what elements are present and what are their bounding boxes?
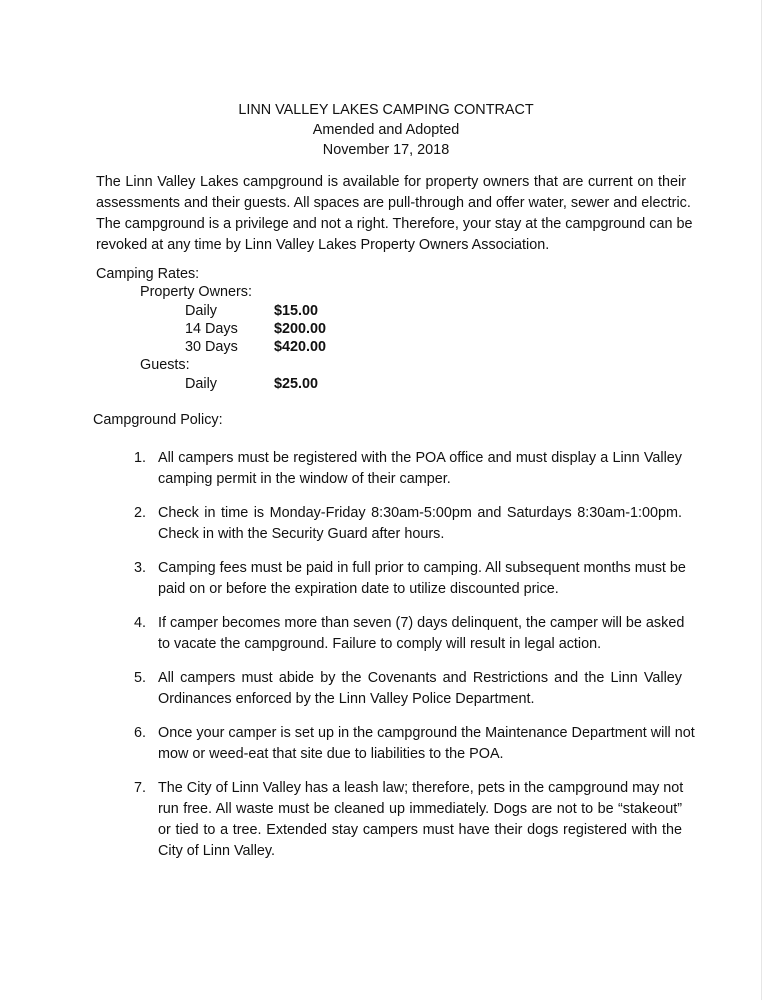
policy-item-line: If camper becomes more than seven (7) days delinquent, the camper will be asked: [158, 615, 685, 631]
rates-heading: Camping Rates:: [96, 266, 200, 282]
policy-item-line: All campers must abide by the Covenants and Restrictions and the Linn Valley: [158, 670, 682, 686]
policy-item: [134, 558, 686, 600]
rate-price: $420.00: [274, 339, 327, 355]
policy-item: [134, 448, 682, 490]
rate-period: Daily: [185, 376, 217, 392]
policy-item-line: All campers must be registered with the POA office and must display a Linn Valley: [158, 450, 682, 466]
document-subtitle: Amended and Adopted: [312, 122, 460, 138]
intro-line: The campground is a privilege and not a right. Therefore, your stay at the campground can be: [96, 216, 693, 232]
policy-item-number: 4.: [134, 615, 147, 631]
rate-price: $15.00: [274, 303, 319, 319]
policy-item-line: City of Linn Valley.: [158, 843, 276, 859]
intro-line: revoked at any time by Linn Valley Lakes Property Owners Association.: [96, 237, 550, 253]
rate-period: 14 Days: [185, 321, 238, 337]
policy-item-line: Check in with the Security Guard after hours.: [158, 526, 445, 542]
guests-label: Guests:: [140, 357, 190, 373]
rate-period: Daily: [185, 303, 217, 319]
policy-item-line: camping permit in the window of their camper.: [158, 471, 451, 487]
policy-item-number: 6.: [134, 725, 147, 741]
policy-heading: Campground Policy:: [93, 412, 223, 428]
policy-item: [134, 778, 682, 862]
rate-period: 30 Days: [185, 339, 238, 355]
intro-paragraph: [96, 172, 693, 256]
policy-item: [134, 668, 682, 710]
policy-item-line: to vacate the campground. Failure to comply will result in legal action.: [158, 636, 602, 652]
rate-price: $25.00: [274, 376, 319, 392]
policy-item: [134, 503, 682, 545]
policy-item-number: 2.: [134, 505, 147, 521]
policy-item-line: Once your camper is set up in the campground the Maintenance Department will not: [158, 725, 695, 741]
intro-line: assessments and their guests. All spaces are pull-through and offer water, sewer and electric.: [96, 195, 691, 211]
policy-item-line: or tied to a tree. Extended stay campers must have their dogs registered with the: [158, 822, 682, 838]
policy-item-line: Ordinances enforced by the Linn Valley Police Department.: [158, 691, 535, 707]
policy-item-number: 1.: [134, 450, 147, 466]
title-block: [0, 100, 772, 160]
policy-item-number: 3.: [134, 560, 147, 576]
policy-item-line: paid on or before the expiration date to utilize discounted price.: [158, 581, 559, 597]
policy-item-line: Camping fees must be paid in full prior to camping. All subsequent months must be: [158, 560, 686, 576]
policy-item-number: 7.: [134, 780, 147, 796]
policy-item-number: 5.: [134, 670, 147, 686]
policy-item-line: run free. All waste must be cleaned up immediately. Dogs are not to be “stakeout”: [158, 801, 682, 817]
policy-item: [134, 613, 685, 655]
policy-item-line: mow or weed-eat that site due to liabilities to the POA.: [158, 746, 504, 762]
document-title: LINN VALLEY LAKES CAMPING CONTRACT: [238, 102, 534, 118]
document-date: November 17, 2018: [322, 142, 450, 158]
policy-item-line: The City of Linn Valley has a leash law; therefore, pets in the campground may not: [158, 780, 684, 796]
intro-line: The Linn Valley Lakes campground is available for property owners that are current on their: [96, 174, 686, 190]
policy-item: [134, 723, 695, 765]
owners-label: Property Owners:: [140, 284, 252, 300]
rate-price: $200.00: [274, 321, 327, 337]
policy-item-line: Check in time is Monday-Friday 8:30am-5:00pm and Saturdays 8:30am-1:00pm.: [158, 505, 682, 521]
